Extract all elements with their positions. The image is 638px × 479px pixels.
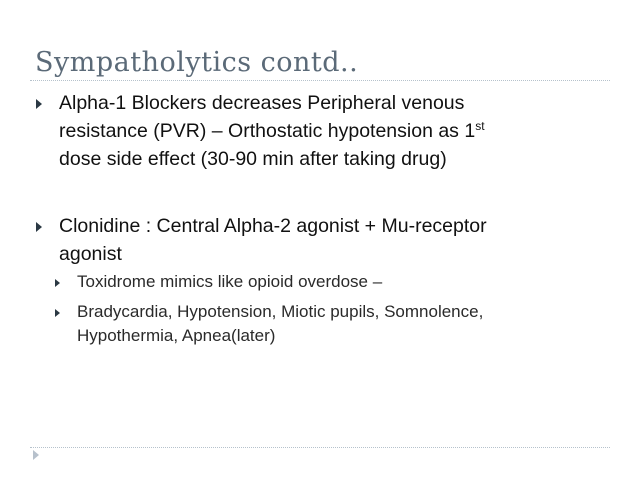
bullet-1-line-3: dose side effect (30-90 min after taking drug) — [59, 148, 447, 170]
bullet-1-line-1: Alpha-1 Blockers decreases Peripheral venous — [59, 92, 465, 114]
sub-bullet-2-line-1: Bradycardia, Hypotension, Miotic pupils, Somnolence, — [77, 302, 484, 321]
sub-bullet-icon — [55, 309, 60, 317]
sub-bullet-1-line-1: Toxidrome mimics like opioid overdose – — [77, 272, 383, 291]
bullet-1-line-2: resistance (PVR) – Orthostatic hypotension as 1st — [59, 119, 485, 142]
bullet-icon — [36, 99, 42, 109]
title-divider — [30, 80, 610, 81]
slide-title: Sympatholytics contd.. — [35, 47, 359, 78]
superscript-st: st — [475, 119, 485, 133]
bullet-2-line-1: Clonidine : Central Alpha-2 agonist + Mu-receptor — [59, 215, 487, 237]
slide-corner-triangle-icon — [33, 450, 39, 460]
footer-divider — [30, 447, 610, 448]
sub-bullet-2-line-2: Hypothermia, Apnea(later) — [77, 326, 276, 345]
sub-bullet-icon — [55, 279, 60, 287]
bullet-icon — [36, 222, 42, 232]
bullet-2-line-2: agonist — [59, 243, 122, 265]
